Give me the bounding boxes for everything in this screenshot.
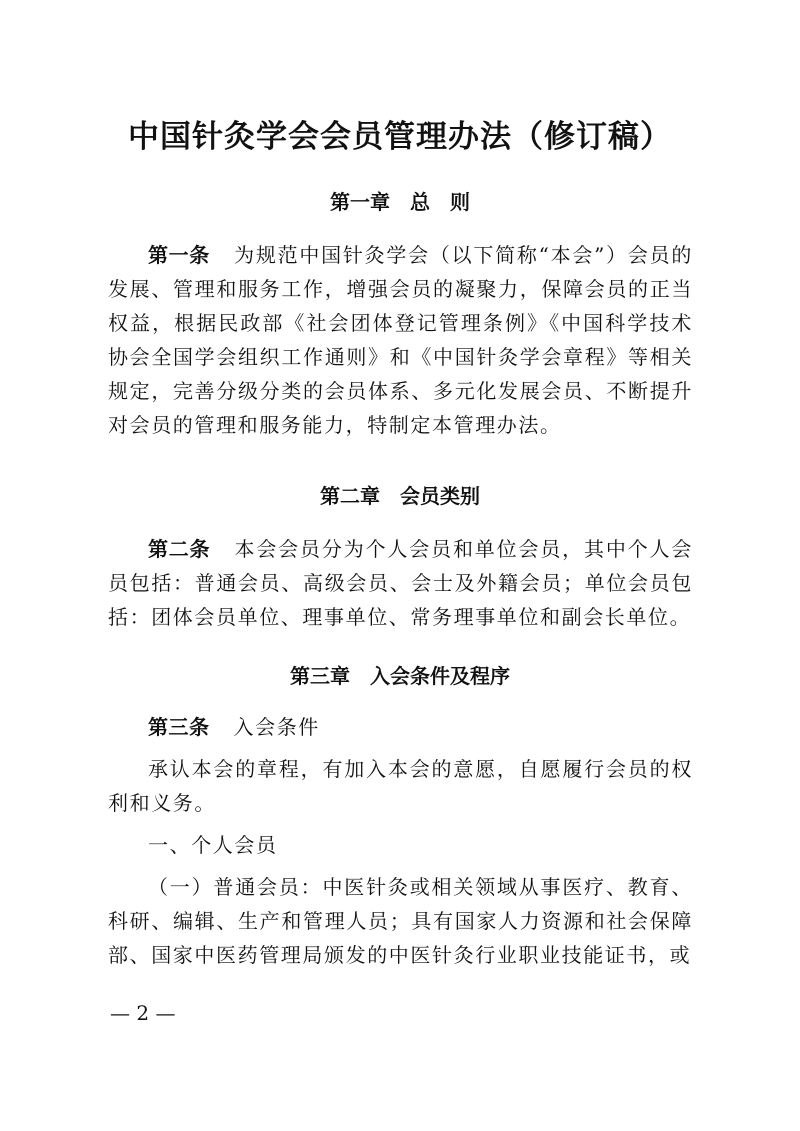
article-2-text: 本会会员分为个人会员和单位会员，其中个人会员包括：普通会员、高级会员、会士及外籍会员；单位会员包括：团体会员单位、理事单位、常务理事单位和副会长单位。: [108, 537, 694, 629]
article-3: [108, 710, 693, 744]
chapter-2-heading: 第二章 会员类别: [320, 484, 480, 508]
article-1-label: 第一条: [148, 243, 210, 267]
chapter-3-heading: 第三章 入会条件及程序: [290, 664, 510, 688]
paragraph-individual-members: 一、个人会员: [148, 833, 278, 857]
article-3-label: 第三条: [148, 715, 210, 739]
article-2-label: 第二条: [148, 537, 211, 561]
paragraph-ordinary-members: （一）普通会员：中医针灸或相关领域从事医疗、教育、科研、编辑、生产和管理人员；具有国家人力资源和社会保障部、国家中医药管理局颁发的中医针灸行业职业技能证书，或: [108, 875, 693, 967]
article-3-text: 入会条件: [233, 715, 320, 739]
document-title: 中国针灸学会会员管理办法（修订稿）: [128, 119, 672, 155]
page-number: — 2 —: [110, 1001, 176, 1025]
article-1: [108, 238, 693, 442]
article-2: [108, 532, 693, 634]
paragraph-conditions: 承认本会的章程，有加入本会的意愿，自愿履行会员的权利和义务。: [108, 757, 693, 815]
article-1-text: 为规范中国针灸学会（以下简称“本会”）会员的发展、管理和服务工作，增强会员的凝聚力，保障会员的正当权益，根据民政部《社会团体登记管理条例》《中国科学技术协会全国学会组织工作通则》和《中国针灸学会章程》等相关规定，完善分级分类的会员体系、多元化发展会员、不断提升对会员的管理和服务能力，特制定本管理办法。: [108, 243, 693, 437]
chapter-1-heading: 第一章 总 则: [330, 190, 470, 214]
